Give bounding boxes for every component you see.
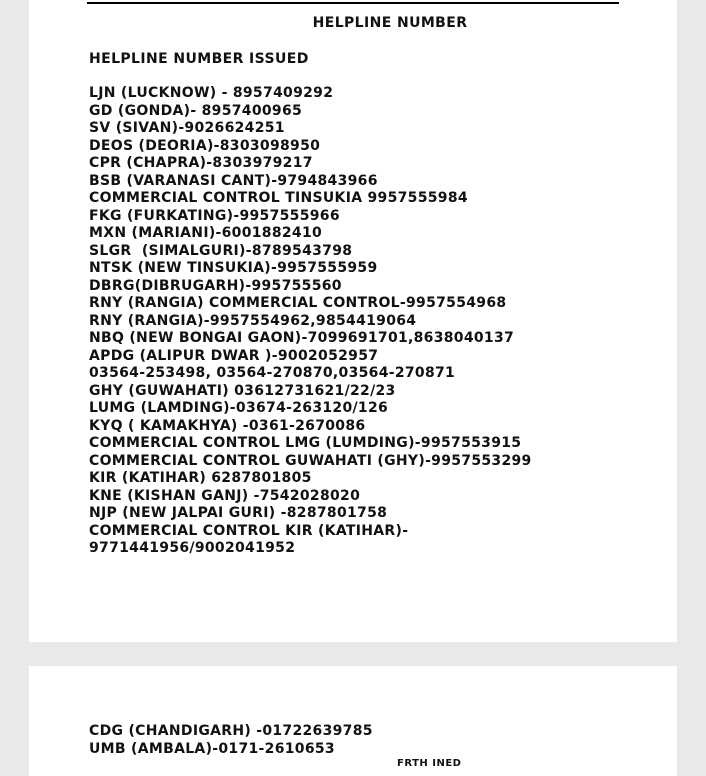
helpline-entry: CPR (CHAPRA)-8303979217	[89, 155, 313, 171]
section-heading: HELPLINE NUMBER ISSUED	[89, 51, 309, 67]
helpline-entry: 9771441956/9002041952	[89, 540, 296, 556]
helpline-entry: GD (GONDA)- 8957400965	[89, 102, 303, 119]
helpline-entry: KNE (KISHAN GANJ) -7542028020	[89, 487, 361, 504]
document-page-1	[29, 0, 677, 642]
helpline-list	[89, 85, 532, 558]
helpline-entry: COMMERCIAL CONTROL TINSUKIA 9957555984	[89, 190, 468, 206]
helpline-entry: DBRG(DIBRUGARH)-995755560	[89, 277, 342, 294]
page-title: HELPLINE NUMBER	[312, 15, 468, 31]
helpline-entry: RNY (RANGIA)-9957554962,9854419064	[89, 312, 417, 329]
helpline-entry: COMMERCIAL CONTROL KIR (KATIHAR)-	[89, 522, 409, 539]
helpline-entry: KYQ ( KAMAKHYA) -0361-2670086	[89, 417, 366, 434]
helpline-entry: DEOS (DEORIA)-8303098950	[89, 137, 321, 154]
helpline-entry: COMMERCIAL CONTROL LMG (LUMDING)-9957553915	[89, 435, 522, 451]
helpline-entry: UMB (AMBALA)-0171-2610653	[89, 740, 335, 757]
helpline-entry: NBQ (NEW BONGAI GAON)-7099691701,8638040137	[89, 330, 515, 346]
helpline-entry: GHY (GUWAHATI) 03612731621/22/23	[89, 382, 396, 399]
helpline-entry: COMMERCIAL CONTROL GUWAHATI (GHY)-9957553299	[89, 452, 532, 469]
helpline-entry: BSB (VARANASI CANT)-9794843966	[89, 172, 378, 189]
document-page-2	[29, 666, 677, 776]
helpline-entry: MXN (MARIANI)-6001882410	[89, 225, 323, 241]
helpline-entry: APDG (ALIPUR DWAR )-9002052957	[89, 347, 379, 364]
helpline-entry: LUMG (LAMDING)-03674-263120/126	[89, 400, 389, 416]
clipped-text: FRTH INED	[397, 758, 462, 769]
helpline-entry: NTSK (NEW TINSUKIA)-9957555959	[89, 260, 378, 276]
helpline-entry: FKG (FURKATING)-9957555966	[89, 207, 340, 224]
helpline-entry: NJP (NEW JALPAI GURI) -8287801758	[89, 505, 388, 521]
helpline-list	[89, 723, 373, 758]
helpline-entry: 03564-253498, 03564-270870,03564-270871	[89, 365, 456, 381]
helpline-entry: CDG (CHANDIGARH) -01722639785	[89, 723, 373, 739]
helpline-entry: SV (SIVAN)-9026624251	[89, 120, 285, 136]
helpline-entry: RNY (RANGIA) COMMERCIAL CONTROL-9957554968	[89, 295, 507, 311]
helpline-entry: SLGR (SIMALGURI)-8789543798	[89, 242, 353, 259]
top-rule	[87, 2, 619, 4]
helpline-entry: KIR (KATIHAR) 6287801805	[89, 470, 312, 486]
helpline-entry: LJN (LUCKNOW) - 8957409292	[89, 85, 334, 101]
